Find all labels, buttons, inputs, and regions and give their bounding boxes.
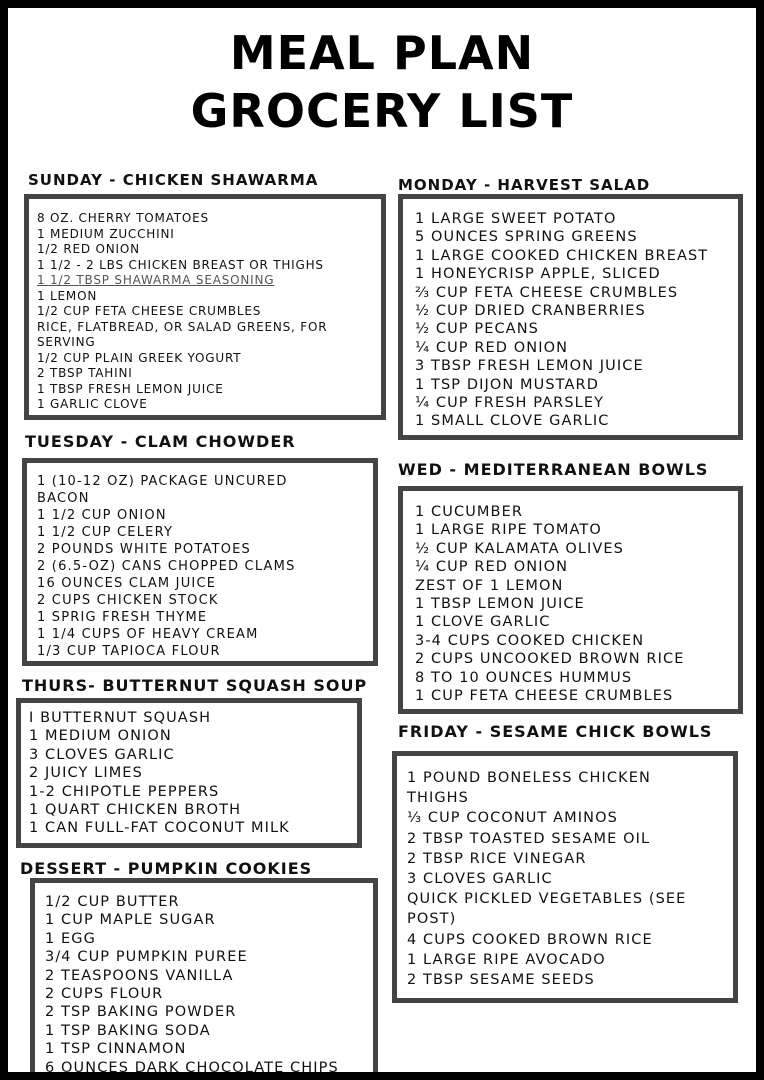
list-item: 1 SMALL CLOVE GARLIC [415, 413, 610, 430]
list-item: ZEST OF 1 LEMON [415, 577, 564, 594]
list-item[interactable] [37, 273, 375, 289]
dessert-heading: DESSERT - PUMPKIN COOKIES [20, 859, 313, 878]
list-item: 2 POUNDS WHITE POTATOES [37, 542, 251, 557]
list-item: 4 CUPS COOKED BROWN RICE [407, 931, 653, 948]
list-item: 1 TBSP LEMON JUICE [415, 596, 585, 613]
list-item: 1 EGG [45, 930, 96, 947]
monday-list-box [398, 194, 743, 440]
list-item: 1 LARGE RIPE AVOCADO [407, 951, 606, 968]
list-item: 2 TBSP TAHINI [37, 366, 133, 380]
list-item: 1 HONEYCRISP APPLE, SLICED [415, 266, 661, 283]
list-item: 2 TBSP RICE VINEGAR [407, 850, 587, 867]
list-item: 8 OZ. CHERRY TOMATOES [37, 211, 209, 225]
list-item: 1 LEMON [37, 288, 98, 303]
list-item: 1 LARGE RIPE TOMATO [415, 522, 602, 539]
wed-list-box [398, 486, 743, 714]
list-item: 8 TO 10 OUNCES HUMMUS [415, 669, 633, 686]
list-item: 2 TBSP TOASTED SESAME OIL [407, 830, 651, 847]
thurs-ingredient-list [29, 709, 353, 838]
list-item: 1 CAN FULL-FAT COCONUT MILK [29, 820, 290, 837]
list-item: 1/3 CUP TAPIOCA FLOUR [37, 644, 221, 659]
list-item: 1 GARLIC CLOVE [37, 397, 148, 411]
list-item: 1 1/2 - 2 LBS CHICKEN BREAST OR THIGHS [37, 257, 324, 272]
list-item: 2 JUICY LIMES [29, 765, 143, 782]
list-item: 3 CLOVES GARLIC [29, 746, 175, 763]
list-item: ¼ CUP RED ONION [415, 559, 569, 576]
list-item: ¼ CUP FRESH PARSLEY [415, 395, 605, 412]
friday-heading: FRIDAY - SESAME CHICK BOWLS [398, 722, 713, 741]
list-item: ⅔ CUP FETA CHEESE CRUMBLES [415, 284, 679, 301]
list-item: 1-2 CHIPOTLE PEPPERS [29, 783, 220, 800]
list-item: ⅓ CUP COCONUT AMINOS [407, 810, 618, 827]
list-item: 1/2 CUP FETA CHEESE CRUMBLES [37, 304, 262, 318]
list-item: 1 1/2 CUP CELERY [37, 525, 174, 540]
sunday-list-box [24, 194, 386, 420]
list-item: 1 TBSP FRESH LEMON JUICE [37, 381, 224, 396]
tuesday-ingredient-list [37, 473, 367, 660]
list-item: ½ CUP DRIED CRANBERRIES [415, 303, 646, 320]
list-item: 2 TSP BAKING POWDER [45, 1004, 237, 1021]
shawarma-seasoning-link[interactable]: 1 1/2 TBSP SHAWARMA SEASONING [37, 273, 275, 287]
list-item: 1 CUP FETA CHEESE CRUMBLES [415, 688, 674, 705]
list-item: 3-4 CUPS COOKED CHICKEN [415, 632, 645, 649]
list-item: 1/2 CUP BUTTER [45, 894, 180, 910]
list-item: 1 POUND BONELESS CHICKEN THIGHS [407, 770, 651, 807]
list-item: 16 OUNCES CLAM JUICE [37, 576, 217, 591]
list-item: 1 CLOVE GARLIC [415, 614, 551, 631]
dessert-ingredient-list [45, 893, 371, 1072]
friday-ingredient-list [407, 768, 729, 990]
list-item: 1 QUART CHICKEN BROTH [29, 802, 242, 819]
list-item: 5 OUNCES SPRING GREENS [415, 229, 638, 246]
list-item: 3 CLOVES GARLIC [407, 871, 553, 888]
list-item: 1 TSP CINNAMON [45, 1041, 187, 1058]
wed-ingredient-list [415, 503, 734, 705]
list-item: ½ CUP KALAMATA OLIVES [415, 540, 624, 557]
list-item: 2 (6.5-OZ) CANS CHOPPED CLAMS [37, 559, 296, 574]
page-title-line-1: MEAL PLAN [229, 26, 535, 80]
list-item: ¼ CUP RED ONION [415, 339, 569, 356]
thurs-list-box [16, 698, 362, 848]
monday-heading: MONDAY - HARVEST SALAD [398, 176, 651, 194]
wed-heading: WED - MEDITERRANEAN BOWLS [398, 460, 709, 479]
grocery-list-page [8, 8, 756, 1072]
list-item: 2 CUPS FLOUR [45, 986, 164, 1003]
monday-ingredient-list [415, 210, 734, 431]
list-item: 2 TEASPOONS VANILLA [45, 967, 234, 984]
list-item: QUICK PICKLED VEGETABLES (SEE POST) [407, 891, 687, 928]
list-item: 2 CUPS UNCOOKED BROWN RICE [415, 651, 685, 668]
list-item: 1 CUCUMBER [415, 504, 524, 520]
list-item: 1 1/2 CUP ONION [37, 508, 167, 523]
list-item: 1 1/4 CUPS OF HEAVY CREAM [37, 627, 259, 642]
list-item: 1 SPRIG FRESH THYME [37, 610, 208, 625]
sunday-heading: SUNDAY - CHICKEN SHAWARMA [28, 171, 319, 189]
list-item: I BUTTERNUT SQUASH [29, 710, 212, 726]
list-item: 1 TSP DIJON MUSTARD [415, 376, 599, 393]
list-item: 2 CUPS CHICKEN STOCK [37, 593, 219, 608]
list-item: 6 OUNCES DARK CHOCOLATE CHIPS [45, 1059, 339, 1072]
list-item: 1 MEDIUM ONION [29, 728, 172, 745]
list-item: 1 (10-12 OZ) PACKAGE UNCURED BACON [37, 474, 288, 506]
list-item: 3 TBSP FRESH LEMON JUICE [415, 358, 644, 375]
page-title-line-2: GROCERY LIST [190, 84, 574, 138]
tuesday-list-box [22, 458, 378, 666]
list-item: 2 TBSP SESAME SEEDS [407, 972, 595, 989]
list-item: 1/2 CUP PLAIN GREEK YOGURT [37, 350, 242, 365]
list-item: 1 LARGE COOKED CHICKEN BREAST [415, 247, 709, 264]
list-item: 1 CUP MAPLE SUGAR [45, 912, 216, 929]
sunday-ingredient-list [37, 211, 375, 413]
list-item: 1 MEDIUM ZUCCHINI [37, 226, 175, 241]
list-item: 3/4 CUP PUMPKIN PUREE [45, 949, 248, 966]
thurs-heading: THURS- BUTTERNUT SQUASH SOUP [22, 676, 368, 695]
list-item: 1 TSP BAKING SODA [45, 1022, 211, 1039]
tuesday-heading: TUESDAY - CLAM CHOWDER [25, 432, 296, 451]
list-item: ½ CUP PECANS [415, 321, 539, 338]
list-item: 1 LARGE SWEET POTATO [415, 211, 617, 227]
friday-list-box [392, 751, 738, 1003]
list-item: RICE, FLATBREAD, OR SALAD GREENS, FOR SERVING [37, 319, 328, 349]
list-item: 1/2 RED ONION [37, 242, 140, 256]
dessert-list-box [30, 878, 378, 1072]
